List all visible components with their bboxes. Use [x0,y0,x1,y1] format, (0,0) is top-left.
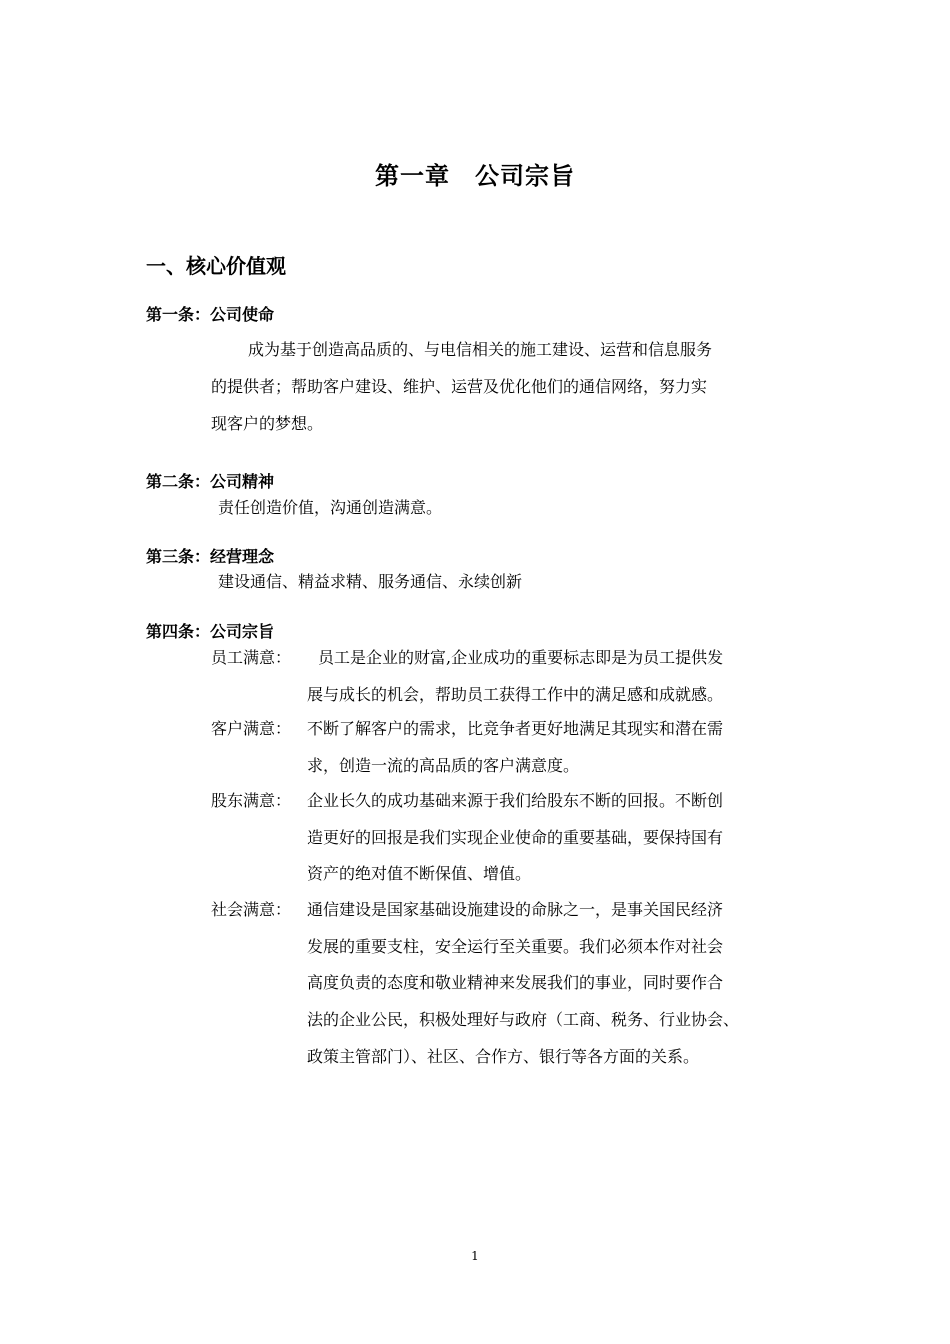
article-3-line-1: 建设通信、精益求精、服务通信、永续创新 [218,572,523,591]
article-1-line-3: 现客户的梦想。 [211,414,324,433]
article-2-heading: 第二条：公司精神 [146,472,275,491]
chapter-title: 第一章 公司宗旨 [375,162,575,190]
article-3-heading: 第三条：经营理念 [146,547,275,566]
shareholder-satisfaction-line-3: 资产的绝对值不断保值、增值。 [307,864,532,883]
employee-satisfaction-line-1: 员工是企业的财富,企业成功的重要标志即是为员工提供发 [318,648,724,667]
article-1-heading: 第一条：公司使命 [146,305,275,324]
society-satisfaction-line-3: 高度负责的态度和敬业精神来发展我们的事业，同时要作合 [307,973,724,992]
society-satisfaction-line-5: 政策主管部门）、社区、合作方、银行等各方面的关系。 [307,1047,700,1066]
customer-satisfaction-label: 客户满意： [211,719,292,738]
society-satisfaction-line-2: 发展的重要支柱，安全运行至关重要。我们必须本作对社会 [307,937,724,956]
article-1-line-1: 成为基于创造高品质的、与电信相关的施工建设、运营和信息服务 [248,340,713,359]
customer-satisfaction-line-1: 不断了解客户的需求，比竞争者更好地满足其现实和潜在需 [307,719,724,738]
employee-satisfaction-line-2: 展与成长的机会，帮助员工获得工作中的满足感和成就感。 [307,685,724,704]
article-2-line-1: 责任创造价值，沟通创造满意。 [218,498,443,517]
shareholder-satisfaction-line-2: 造更好的回报是我们实现企业使命的重要基础，要保持国有 [307,828,724,847]
society-satisfaction-line-1: 通信建设是国家基础设施建设的命脉之一，是事关国民经济 [307,900,724,919]
society-satisfaction-line-4: 法的企业公民，积极处理好与政府（工商、税务、行业协会、 [307,1010,740,1029]
section-title: 一、核心价值观 [146,254,286,278]
employee-satisfaction-label: 员工满意： [211,648,292,667]
shareholder-satisfaction-label: 股东满意： [211,791,292,810]
article-4-heading: 第四条：公司宗旨 [146,622,275,641]
page-number: 1 [471,1249,479,1263]
article-1-line-2: 的提供者；帮助客户建设、维护、运营及优化他们的通信网络，努力实 [211,377,708,396]
customer-satisfaction-line-2: 求，创造一流的高品质的客户满意度。 [307,756,580,775]
society-satisfaction-label: 社会满意： [211,900,292,919]
shareholder-satisfaction-line-1: 企业长久的成功基础来源于我们给股东不断的回报。不断创 [307,791,724,810]
